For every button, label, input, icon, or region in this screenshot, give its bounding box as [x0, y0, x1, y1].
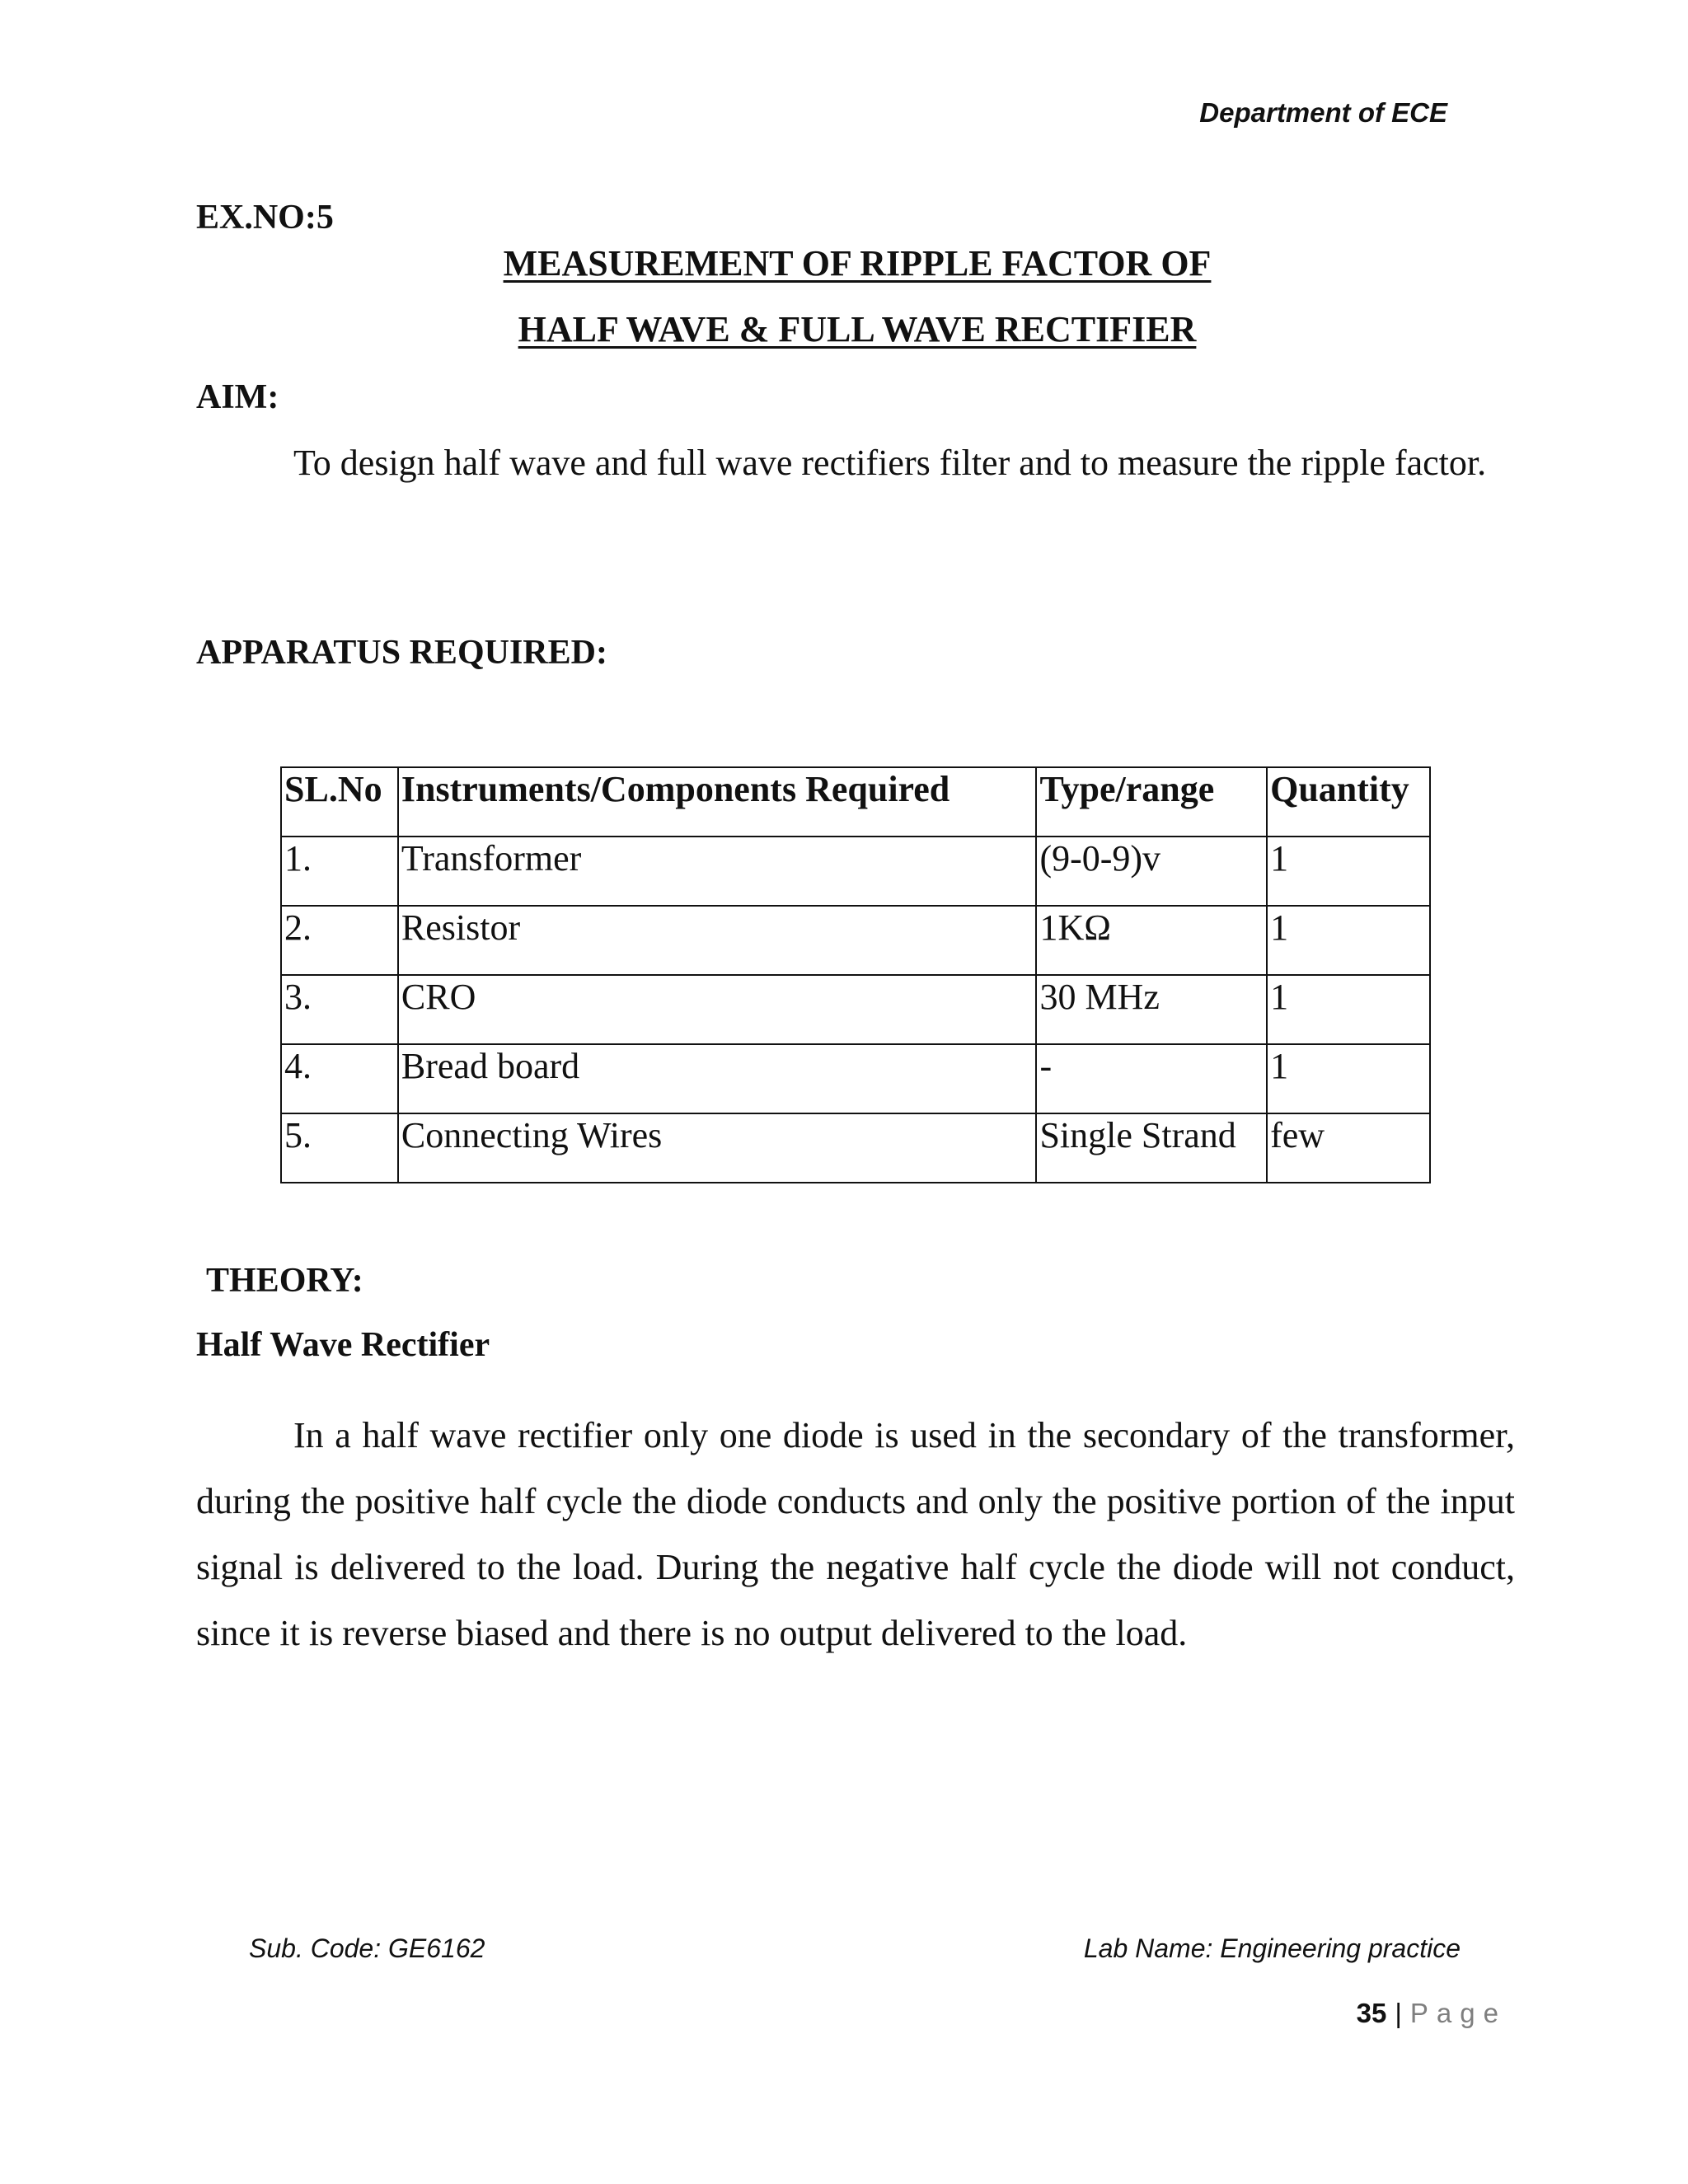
table-cell: - — [1036, 1044, 1267, 1113]
table-cell: 2. — [281, 906, 398, 975]
table-cell: Single Strand — [1036, 1113, 1267, 1183]
table-header-row — [281, 767, 1430, 837]
exercise-number: EX.NO:5 — [196, 199, 334, 237]
footer-sub-code: Sub. Code: GE6162 — [249, 1933, 485, 1963]
apparatus-heading: APPARATUS REQUIRED: — [196, 634, 607, 672]
department-header: Department of ECE — [1199, 97, 1447, 128]
table-cell: 1 — [1267, 975, 1430, 1044]
table-cell: 1. — [281, 837, 398, 906]
table-row — [281, 1113, 1430, 1183]
half-wave-rectifier-subheading: Half Wave Rectifier — [196, 1326, 490, 1364]
table-cell: Bread board — [398, 1044, 1037, 1113]
column-header-quantity: Quantity — [1267, 767, 1430, 837]
table-cell: 30 MHz — [1036, 975, 1267, 1044]
table-cell: Resistor — [398, 906, 1037, 975]
table-row — [281, 837, 1430, 906]
page-number — [1357, 1998, 1507, 2029]
table-row — [281, 1044, 1430, 1113]
theory-heading: THEORY: — [206, 1262, 363, 1300]
table-cell: 1 — [1267, 906, 1430, 975]
table-cell: 1 — [1267, 1044, 1430, 1113]
table-cell: 5. — [281, 1113, 398, 1183]
theory-text: In a half wave rectifier only one diode is used in the secondary of the transformer, during the positive half cycle the diode conducts and only the positive portion of the input signal is delivered to the load. During the negative half cycle the diode will not conduct, since it is reverse biased and there is no output delivered to the load. — [196, 1415, 1515, 1653]
table-cell: (9-0-9)v — [1036, 837, 1267, 906]
table-cell: 4. — [281, 1044, 398, 1113]
table-cell: 1 — [1267, 837, 1430, 906]
page-separator: | — [1395, 1998, 1402, 2028]
table-cell: Connecting Wires — [398, 1113, 1037, 1183]
table-cell: CRO — [398, 975, 1037, 1044]
apparatus-table — [280, 766, 1431, 1183]
footer-lab-name: Lab Name: Engineering practice — [1083, 1933, 1461, 1963]
page-number-value: 35 — [1356, 1998, 1387, 2028]
table-cell: 1KΩ — [1036, 906, 1267, 975]
page-word: Page — [1409, 1998, 1507, 2028]
column-header-instruments: Instruments/Components Required — [398, 767, 1037, 837]
table-cell: 3. — [281, 975, 398, 1044]
table-row — [281, 906, 1430, 975]
column-header-type-range: Type/range — [1036, 767, 1267, 837]
column-header-sl-no: SL.No — [281, 767, 398, 837]
aim-text: To design half wave and full wave rectifiers filter and to measure the ripple factor. — [293, 443, 1487, 483]
page-title-line-1: MEASUREMENT OF RIPPLE FACTOR OF — [503, 243, 1212, 284]
table-cell: Transformer — [398, 837, 1037, 906]
table-row — [281, 975, 1430, 1044]
page-title-line-2: HALF WAVE & FULL WAVE RECTIFIER — [518, 309, 1197, 349]
aim-heading: AIM: — [196, 378, 279, 416]
table-cell: few — [1267, 1113, 1430, 1183]
